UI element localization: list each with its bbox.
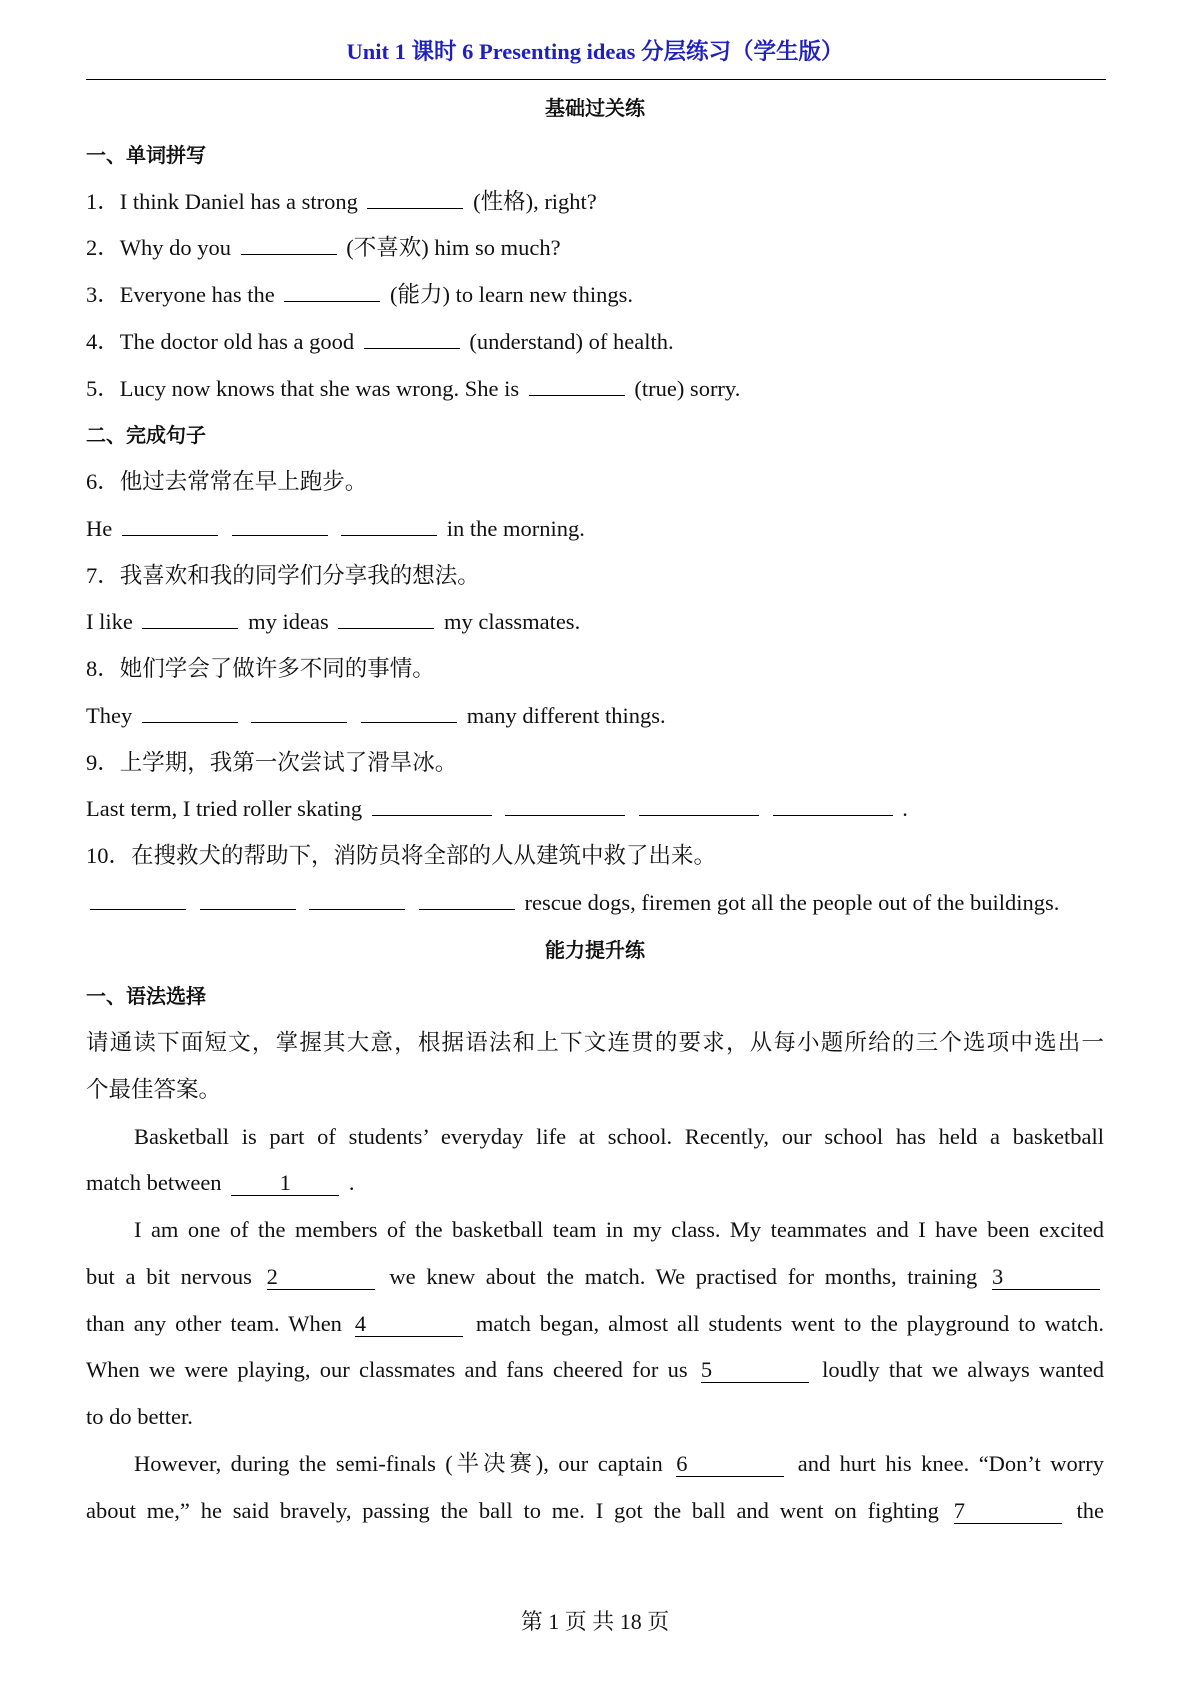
line-text: 基础过关练	[545, 96, 645, 120]
line-text: than any other team. When	[86, 1310, 351, 1336]
answer-blank[interactable]	[372, 791, 492, 816]
section-heading	[86, 412, 1104, 459]
line-text: we knew about the match. We practised for months, training	[389, 1263, 989, 1289]
line-text: to do better.	[86, 1404, 193, 1429]
line-text: but a bit nervous	[86, 1263, 263, 1289]
answer-blank[interactable]	[505, 791, 625, 816]
document-title: Unit 1 课时 6 Presenting ideas 分层练习（学生版）	[346, 39, 844, 64]
line-text: (true) sorry.	[634, 375, 741, 401]
answer-blank[interactable]	[639, 791, 759, 816]
line-text: (understand) of health.	[469, 328, 674, 354]
document-body	[86, 85, 1104, 1534]
answer-blank[interactable]	[142, 698, 238, 723]
text-line	[86, 553, 1104, 600]
answer-blank[interactable]	[200, 885, 296, 910]
line-text: loudly that we always wanted	[822, 1357, 1104, 1383]
line-text: .	[902, 796, 908, 822]
line-text: I like	[86, 609, 139, 635]
line-text: 7．我喜欢和我的同学们分享我的想法。	[86, 562, 480, 588]
text-line	[86, 1441, 1104, 1488]
text-line	[86, 1160, 1104, 1207]
text-line	[86, 740, 1104, 787]
line-text: 一、单词拼写	[86, 142, 206, 167]
answer-blank[interactable]	[309, 885, 405, 910]
text-line	[86, 179, 1104, 226]
answer-blank[interactable]	[241, 230, 337, 255]
answer-blank[interactable]: 4	[355, 1312, 463, 1337]
line-text: 5．Lucy now knows that she was wrong. She is	[86, 375, 525, 401]
section-heading	[86, 132, 1104, 179]
line-text: .	[348, 1170, 355, 1196]
answer-blank[interactable]	[529, 371, 625, 396]
line-text: They	[86, 702, 138, 728]
answer-blank[interactable]	[142, 604, 238, 629]
part-title	[86, 85, 1104, 132]
line-text: Basketball is part of students’ everyday life at school. Recently, our school has held a basketball	[134, 1123, 1104, 1149]
text-line	[86, 1347, 1104, 1394]
text-line	[86, 1394, 1104, 1441]
answer-blank[interactable]	[122, 511, 218, 536]
line-text: 2．Why do you	[86, 235, 237, 261]
line-text: 8．她们学会了做许多不同的事情。	[86, 656, 435, 681]
text-line	[86, 1020, 1104, 1067]
line-text: my classmates.	[443, 609, 581, 635]
text-line	[86, 319, 1104, 366]
answer-blank[interactable]: 2	[267, 1265, 375, 1290]
line-text: (性格), right?	[473, 188, 597, 214]
answer-blank[interactable]: 6	[676, 1452, 784, 1477]
text-line	[86, 833, 1104, 880]
text-line	[86, 1114, 1104, 1161]
answer-blank[interactable]	[338, 604, 434, 629]
answer-blank[interactable]	[90, 885, 186, 910]
line-text: (能力) to learn new things.	[389, 282, 634, 307]
text-line	[86, 366, 1104, 413]
line-text: and hurt his knee. “Don’t worry	[797, 1450, 1104, 1476]
line-text: He	[86, 515, 118, 541]
header-divider	[86, 79, 1106, 80]
line-text: 3．Everyone has the	[86, 282, 281, 307]
line-text: 10．在搜救犬的帮助下，消防员将全部的人从建筑中救了出来。	[86, 843, 717, 868]
answer-blank[interactable]: 1	[231, 1171, 339, 1196]
text-line	[86, 1488, 1104, 1535]
line-text: match began, almost all students went to the playground to watch.	[475, 1310, 1104, 1336]
line-text: my ideas	[248, 609, 335, 635]
text-line	[86, 599, 1104, 646]
answer-blank[interactable]	[232, 511, 328, 536]
answer-blank[interactable]	[284, 277, 380, 302]
text-line	[86, 786, 1104, 833]
line-text: 能力提升练	[545, 937, 645, 962]
line-text: When we were playing, our classmates and fans cheered for us	[86, 1357, 697, 1383]
answer-blank[interactable]	[773, 791, 893, 816]
text-line	[86, 646, 1104, 693]
section-heading	[86, 973, 1104, 1020]
text-line	[86, 1207, 1104, 1254]
text-line	[86, 459, 1104, 506]
line-text: (不喜欢) him so much?	[346, 235, 561, 261]
line-text: match between	[86, 1170, 228, 1196]
line-text: about me,” he said bravely, passing the ball to me. I got the ball and went on fighting	[86, 1497, 950, 1523]
line-text: Last term, I tried roller skating	[86, 796, 368, 822]
text-line	[86, 1301, 1104, 1348]
answer-blank[interactable]: 3	[992, 1265, 1100, 1290]
answer-blank[interactable]	[361, 698, 457, 723]
line-text: 6．他过去常常在早上跑步。	[86, 469, 368, 494]
answer-blank[interactable]: 5	[701, 1358, 809, 1383]
text-line	[86, 1254, 1104, 1301]
text-line	[86, 693, 1104, 740]
text-line	[86, 1067, 1104, 1114]
text-line	[86, 225, 1104, 272]
line-text: 二、完成句子	[86, 423, 206, 448]
line-text: 1．I think Daniel has a strong	[86, 188, 364, 214]
line-text: rescue dogs, firemen got all the people out of the buildings.	[524, 889, 1060, 915]
page-number: 第 1 页 共 18 页	[520, 1609, 670, 1634]
line-text: 个最佳答案。	[86, 1076, 222, 1102]
part-title	[86, 927, 1104, 974]
line-text: many different things.	[466, 702, 666, 728]
text-line	[86, 880, 1104, 927]
line-text: I am one of the members of the basketball team in my class. My teammates and I have been excited	[134, 1217, 1104, 1242]
answer-blank[interactable]	[251, 698, 347, 723]
answer-blank[interactable]	[364, 324, 460, 349]
text-line	[86, 506, 1104, 553]
line-text: in the morning.	[446, 515, 585, 541]
answer-blank[interactable]: 7	[954, 1499, 1062, 1524]
line-text: However, during the semi-finals (半决赛), our captain	[134, 1450, 673, 1476]
line-text: the	[1076, 1497, 1105, 1523]
text-line	[86, 272, 1104, 319]
line-text: 9．上学期，我第一次尝试了滑旱冰。	[86, 749, 458, 775]
line-text: 一、语法选择	[86, 984, 206, 1009]
line-text: 请通读下面短文，掌握其大意，根据语法和上下文连贯的要求，从每小题所给的三个选项中选出一	[86, 1030, 1104, 1055]
answer-blank[interactable]	[367, 184, 463, 209]
answer-blank[interactable]	[341, 511, 437, 536]
answer-blank[interactable]	[419, 885, 515, 910]
line-text: 4．The doctor old has a good	[86, 328, 360, 354]
